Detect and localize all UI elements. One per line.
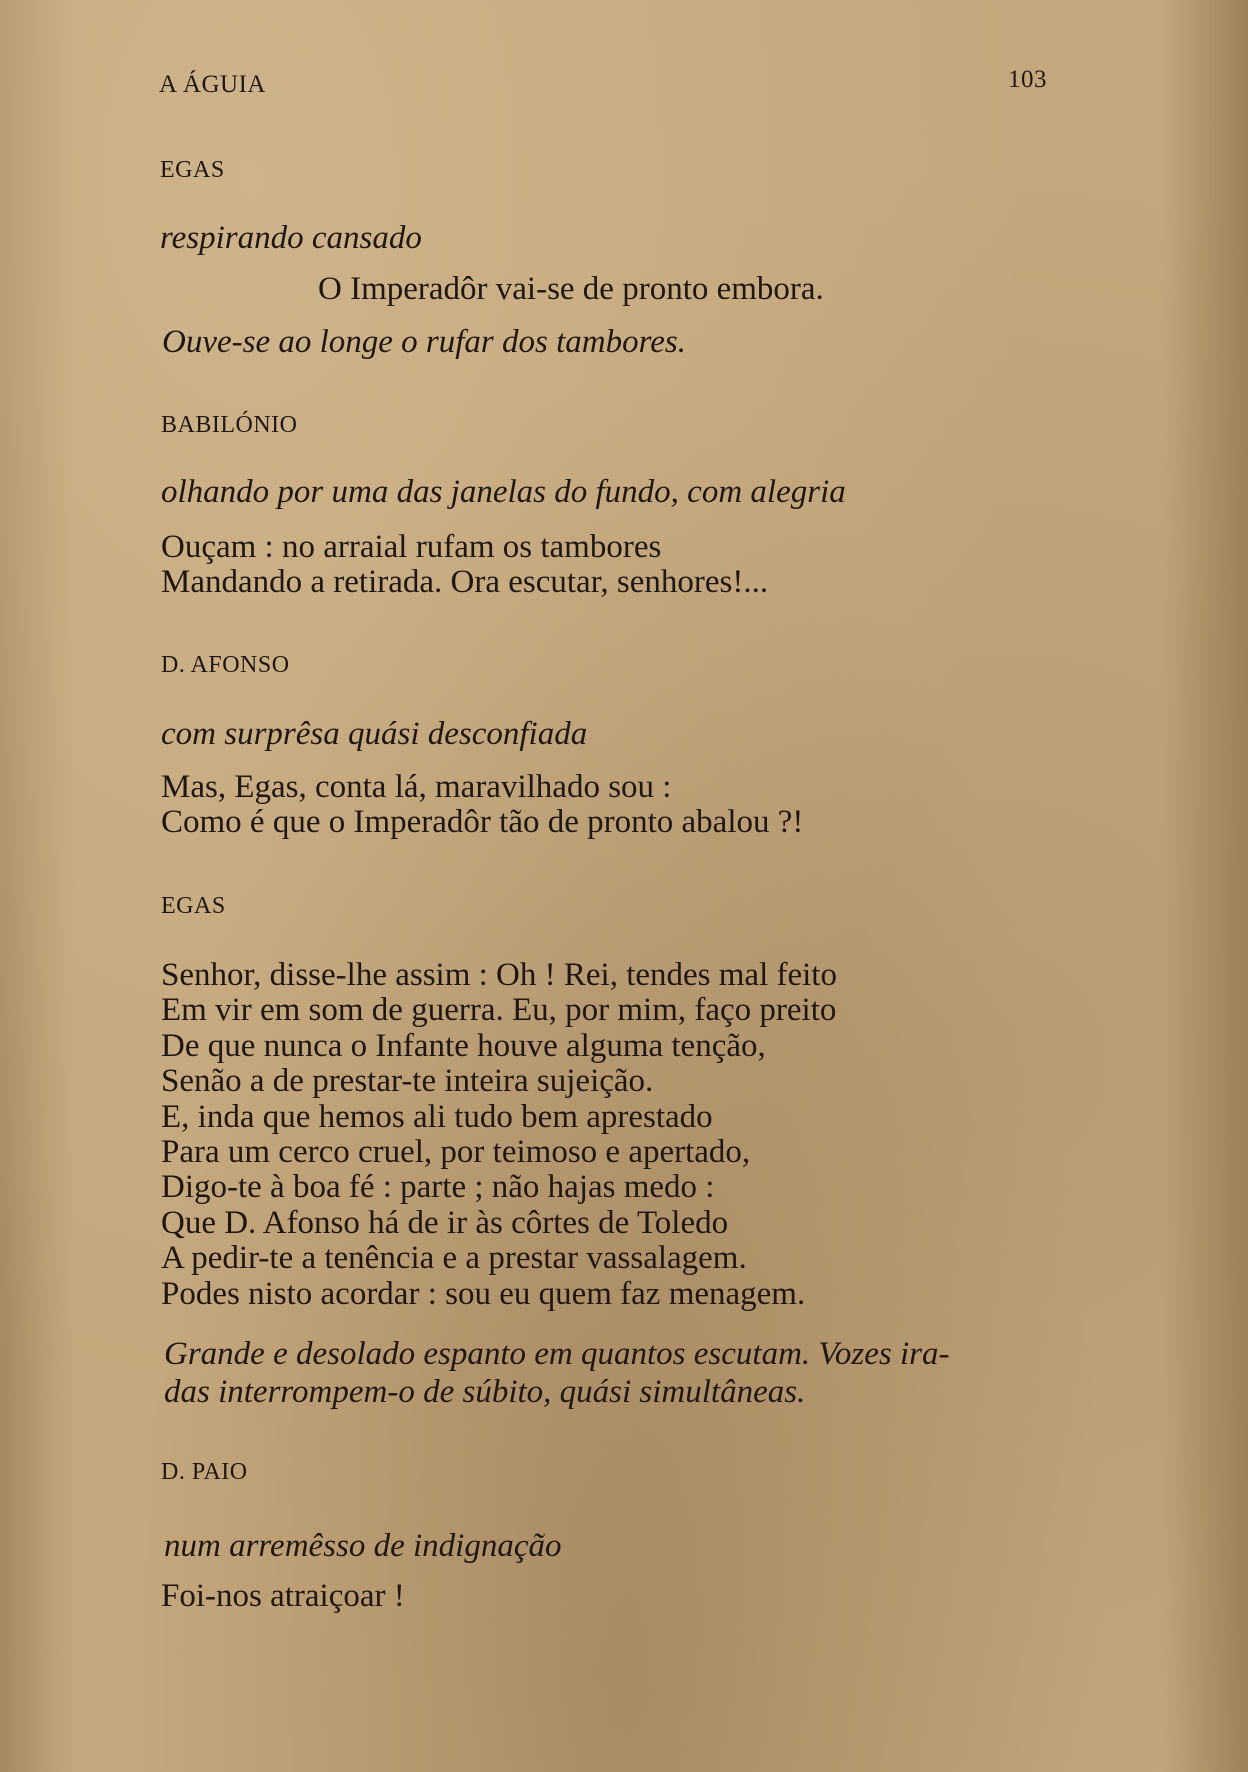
verse-block (161, 958, 837, 1312)
verse-line: A pedir-te a tenência e a prestar vassalagem. (161, 1240, 747, 1277)
verse-line: Mandando a retirada. Ora escutar, senhores!... (161, 564, 769, 601)
verse-line: Ouçam : no arraial rufam os tambores (161, 529, 662, 565)
verse-block (161, 770, 803, 841)
speaker-egas: EGAS (161, 893, 226, 919)
stage-direction: Ouve-se ao longe o rufar dos tambores. (162, 324, 686, 360)
verse-line: O Imperadôr vai-se de pronto embora. (318, 271, 824, 307)
verse-line: Senhor, disse-lhe assim : Oh ! Rei, tendes mal feito (161, 957, 837, 993)
verse-line: E, inda que hemos ali tudo bem aprestado (161, 1098, 713, 1135)
verse-block (161, 530, 768, 601)
verse-line: De que nunca o Infante houve alguma tenção, (161, 1027, 766, 1064)
stage-direction: num arremêsso de indignação (164, 1528, 562, 1564)
speaker-egas: EGAS (160, 157, 225, 183)
speaker-babilonio: BABILÓNIO (161, 412, 298, 438)
speaker-paio: D. PAIO (161, 1459, 248, 1485)
verse-line: Que D. Afonso há de ir às côrtes de Toledo (161, 1204, 729, 1241)
verse-line: Podes nisto acordar : sou eu quem faz menagem. (161, 1275, 806, 1312)
verse-line: Digo-te à boa fé : parte ; não hajas medo : (161, 1169, 715, 1206)
verse-line: Foi-nos atraiçoar ! (161, 1578, 405, 1614)
stage-direction: olhando por uma das janelas do fundo, com alegria (161, 474, 846, 510)
stage-direction: Grande e desolado espanto em quantos escutam. Vozes ira- (164, 1336, 950, 1372)
stage-direction: com surprêsa quási desconfiada (161, 716, 588, 752)
verse-line: Em vir em som de guerra. Eu, por mim, faço preito (161, 992, 837, 1029)
verse-line: Como é que o Imperadôr tão de pronto abalou ?! (161, 804, 804, 841)
verse-line: Para um cerco cruel, por teimoso e apertado, (161, 1134, 751, 1171)
stage-direction: respirando cansado (160, 220, 422, 256)
stage-direction: das interrompem-o de súbito, quási simultâneas. (164, 1374, 806, 1410)
verse-line: Mas, Egas, conta lá, maravilhado sou : (161, 769, 672, 805)
page-number: 103 (1008, 66, 1047, 93)
running-title: A ÁGUIA (159, 71, 266, 98)
verse-line: Senão a de prestar-te inteira sujeição. (161, 1063, 654, 1100)
speaker-afonso: D. AFONSO (161, 652, 290, 678)
